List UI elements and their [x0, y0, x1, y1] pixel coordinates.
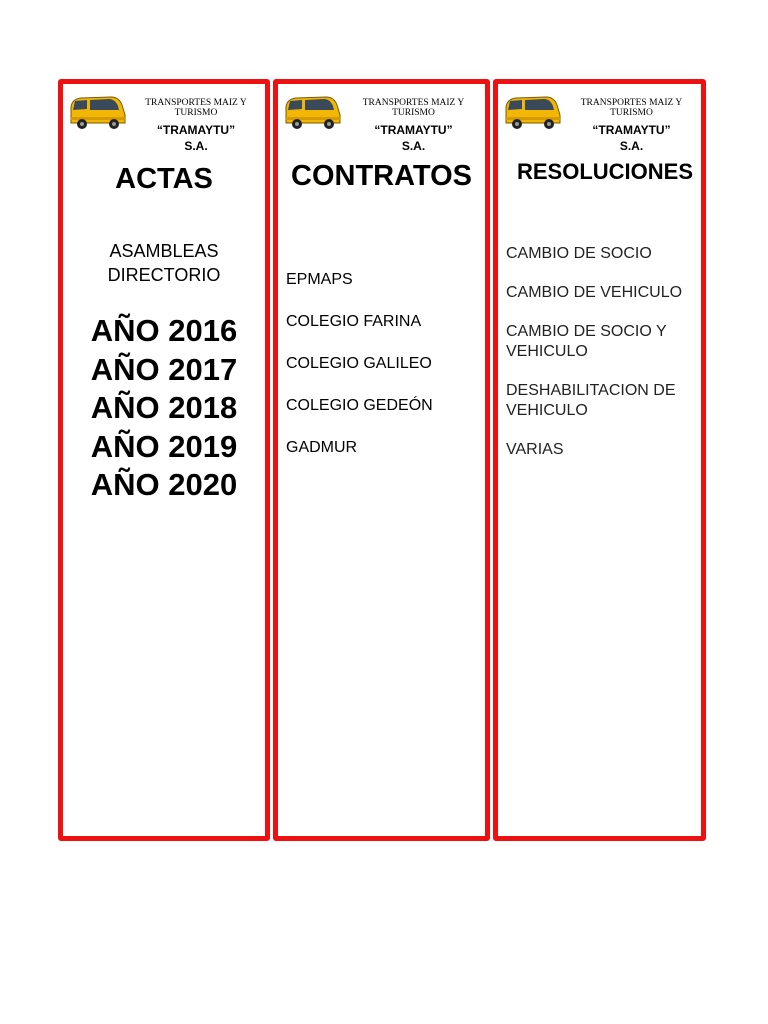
panel-subtitle — [63, 239, 265, 287]
year-item: AÑO 2017 — [90, 351, 238, 387]
brand-suffix: S.A. — [184, 139, 208, 153]
brand-name — [348, 122, 479, 154]
van-icon — [502, 93, 562, 133]
contratos-list — [286, 270, 479, 480]
subtitle-line-1: ASAMBLEAS — [109, 241, 219, 261]
list-item: COLEGIO GEDEÓN — [286, 397, 433, 414]
panel-header — [278, 90, 485, 160]
panel-contratos — [273, 79, 490, 841]
panel-title: RESOLUCIONES — [516, 159, 693, 184]
year-item: AÑO 2019 — [90, 428, 238, 464]
year-item: AÑO 2018 — [90, 390, 238, 425]
year-item: AÑO 2020 — [90, 467, 238, 502]
company-name: TRANSPORTES MAIZ Y TURISMO — [145, 98, 247, 118]
panel-actas — [58, 79, 270, 841]
list-item: DESHABILITACION DE VEHICULO — [506, 382, 676, 419]
year-item: AÑO 2016 — [90, 313, 238, 348]
panel-header — [63, 90, 265, 160]
company-name: TRANSPORTES MAIZ Y TURISMO — [362, 98, 465, 118]
list-item: CAMBIO DE SOCIO — [506, 245, 652, 262]
list-item: COLEGIO GALILEO — [286, 355, 432, 372]
brand-suffix: S.A. — [619, 139, 644, 153]
brand-name — [133, 122, 259, 154]
resoluciones-list — [506, 244, 695, 479]
panel-header — [498, 90, 701, 160]
brand-label: “TRAMAYTU” — [156, 123, 236, 137]
years-list — [63, 312, 265, 505]
subtitle-line-2: DIRECTORIO — [107, 265, 221, 285]
panel-title: ACTAS — [115, 163, 213, 195]
company-name: TRANSPORTES MAIZ Y TURISMO — [580, 98, 683, 118]
brand-suffix: S.A. — [401, 139, 426, 153]
van-icon — [282, 93, 342, 133]
list-item: COLEGIO FARINA — [286, 313, 422, 330]
panel-resoluciones — [493, 79, 706, 841]
brand-label: “TRAMAYTU” — [374, 123, 453, 137]
panel-title: CONTRATOS — [291, 160, 472, 192]
van-icon — [67, 93, 127, 133]
list-item: GADMUR — [286, 439, 358, 456]
brand-label: “TRAMAYTU” — [592, 123, 671, 137]
list-item: EPMAPS — [286, 271, 353, 288]
list-item: CAMBIO DE SOCIO Y VEHICULO — [506, 323, 667, 360]
brand-name — [568, 122, 695, 154]
list-item: CAMBIO DE VEHICULO — [506, 284, 683, 301]
list-item: VARIAS — [506, 441, 564, 458]
